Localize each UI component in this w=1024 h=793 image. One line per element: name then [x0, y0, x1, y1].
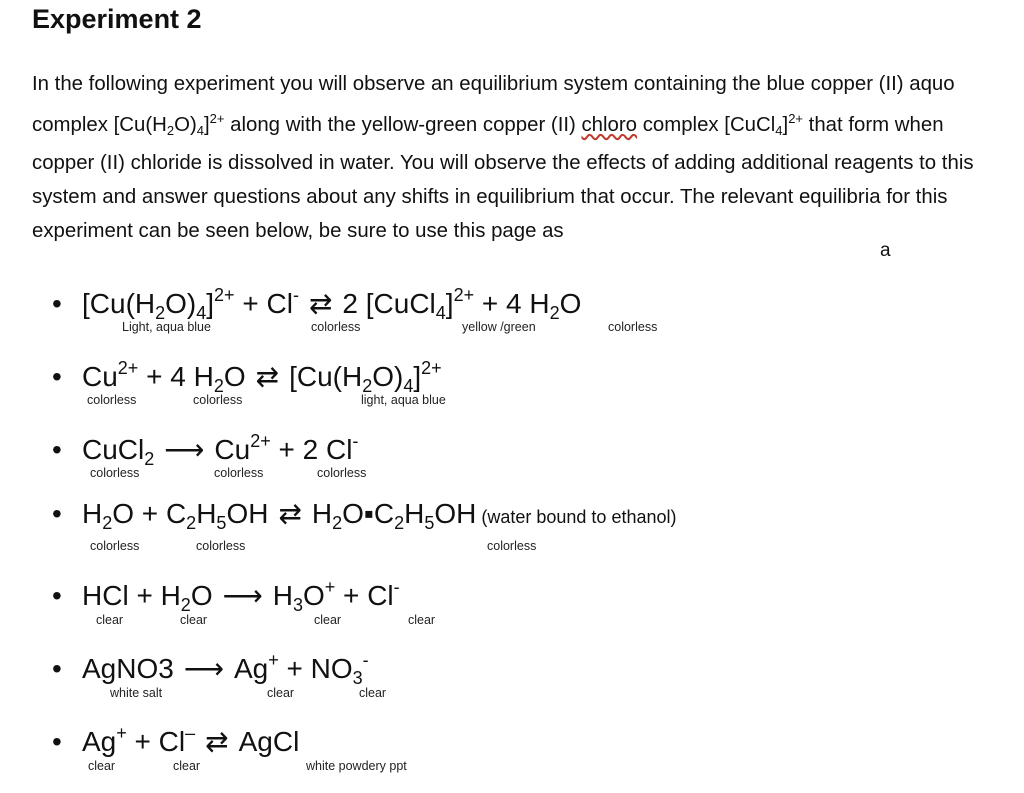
equation-3: • CuCl$_2$ ⟶ $Cu^{2+} + 2$ Cl-	[52, 431, 359, 469]
species-label: white salt	[110, 686, 163, 700]
species-label: colorless	[90, 466, 140, 480]
species-label: colorless	[317, 466, 367, 480]
spellcheck-word: chloro	[581, 113, 638, 136]
bullet-icon: •	[52, 653, 62, 684]
equilibrium-arrow-icon: ⇄	[205, 726, 229, 757]
species-label: colorless	[193, 393, 243, 407]
species-label: colorless	[87, 393, 137, 407]
equation-7: • Ag+ + Cl– ⇄ AgCl	[52, 723, 300, 757]
bullet-icon: •	[52, 434, 62, 465]
bullet-icon: •	[52, 361, 62, 392]
species-label: clear	[359, 686, 387, 700]
bullet-icon: •	[52, 498, 62, 529]
species-label: colorless	[196, 539, 246, 553]
species-label: Light, aqua blue	[122, 320, 211, 334]
species-label: clear	[173, 759, 201, 773]
species-label: colorless	[90, 539, 140, 553]
intro-paragraph: In the following experiment you will observe an equilibrium system containing the blue copper (II) aquo complex $[Cu(H_2O)_4]^{2+}$ along with the yellow-green copper (II) chloro complex [CuCl$_4$]$^{2+}$ that form when copper (II) chloride is dissolved in water. You will observe the effects of adding additional reagents to this system and answer questions about any shifts in equilibrium that occur. The relevant equilibria for this experiment can be seen below, be sure to use this page as	[32, 73, 974, 242]
species-label: clear	[408, 613, 436, 627]
species-label: clear	[267, 686, 295, 700]
species-label: clear	[96, 613, 124, 627]
species-label: white powdery ppt	[306, 759, 407, 773]
species-label: colorless	[214, 466, 264, 480]
species-label: clear	[88, 759, 116, 773]
species-label: colorless	[311, 320, 361, 334]
bullet-icon: •	[52, 580, 62, 611]
reaction-arrow-icon: ⟶	[183, 653, 224, 684]
equation-1: • $[Cu(H_2O)_4]^{2+} + Cl^-$ ⇄ 2 [CuCl$_4$]$^{2+}$ + 4 $H_2O$	[52, 285, 582, 323]
bullet-icon: •	[52, 726, 62, 757]
species-label: clear	[180, 613, 208, 627]
equilibrium-arrow-icon: ⇄	[308, 288, 333, 319]
species-label: clear	[314, 613, 342, 627]
species-label: light, aqua blue	[361, 393, 446, 407]
equation-2: • $Cu^{2+} + 4$ $H_2O$ ⇄ $[Cu(H_2O)_4]^{2+}$	[52, 358, 442, 396]
equation-4: • $H_2O + C_2H_5OH$ ⇄ $H_2O▪C_2H_5OH$ (water bound to ethanol)	[52, 498, 677, 533]
species-label: colorless	[487, 539, 537, 553]
reaction-arrow-icon: ⟶	[164, 434, 205, 465]
equation-note: (water bound to ethanol)	[476, 507, 677, 527]
species-label: colorless	[608, 320, 658, 334]
equation-5: • HCl + $H_2O$ ⟶ $H_3O^+ + Cl^-$	[52, 577, 400, 615]
trailing-letter: a	[880, 240, 891, 261]
equation-6: • AgNO3 ⟶ $Ag^+ + NO_3^-$	[52, 650, 369, 688]
equilibrium-arrow-icon: ⇄	[278, 498, 302, 529]
species-label: yellow /green	[462, 320, 536, 334]
bullet-icon: •	[52, 288, 62, 319]
equilibrium-arrow-icon: ⇄	[255, 361, 280, 392]
reaction-arrow-icon: ⟶	[222, 580, 263, 611]
page-title: Experiment 2	[32, 4, 202, 34]
